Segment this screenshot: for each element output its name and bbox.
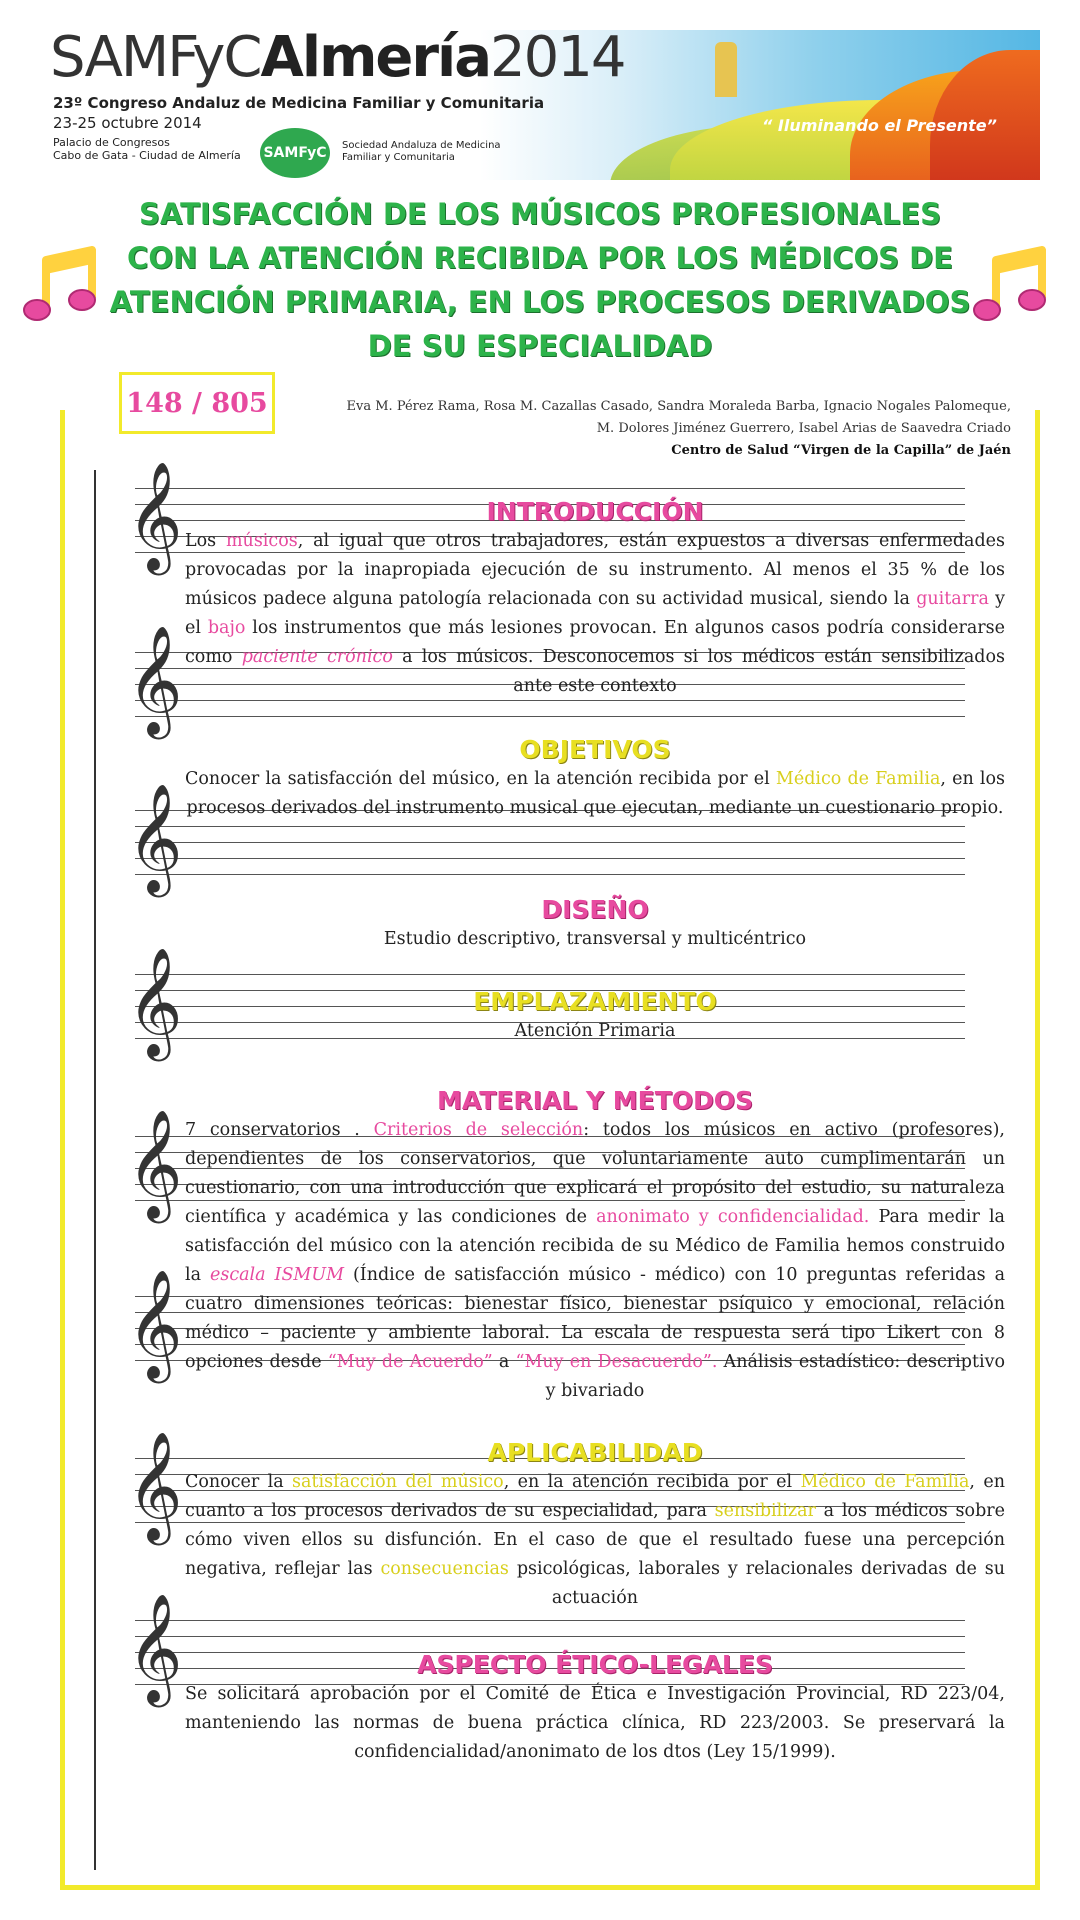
music-note-icon <box>22 246 98 328</box>
section-text: Se solicitará aprobación por el Comité de Ética e Investigación Provincial, RD 223/04, manteniendo las normas de buena práctica clínica, RD 223/2003. Se preservará la confidencialidad/anonimato de los dtos (Ley 15/1999). <box>185 1684 1005 1762</box>
treble-clef-icon: 𝄞 <box>127 462 183 571</box>
health-center: Centro de Salud “Virgen de la Capilla” de Jaén <box>671 443 1011 458</box>
section-text: 7 conservatorios . Criterios de selección: todos los músicos en activo (profesores), dependientes de los conservatorios, que voluntariamente auto cumplimentarán un cuestionario, con una introducción que explicará el propósito del estudio, su naturaleza científica y académica y las condiciones de anonimato y confidencialidad. Para medir la satisfacción del músico con la atención recibida de su Médico de Familia hemos construido la escala ISMUM (Índice de satisfacción músico - médico) con 10 preguntas referidas a cuatro dimensiones teóricas: bienestar físico, bienestar psíquico y emocional, relación médico – paciente y ambiente laboral. La escala de respuesta será tipo Likert con 8 opciones desde “Muy de Acuerdo” a “Muy en Desacuerdo”. Análisis estadístico: descriptivo y bivariado <box>185 1120 1006 1401</box>
treble-clef-icon: 𝄞 <box>127 1432 183 1541</box>
congress-logo: SAMFyCAlmería2014 <box>50 30 625 90</box>
congress-venue: Palacio de Congresos Cabo de Gata - Ciudad de Almería <box>53 136 241 162</box>
treble-clef-icon: 𝄞 <box>127 948 183 1057</box>
lighthouse-icon <box>715 42 737 97</box>
poster-code: 148 / 805 <box>119 372 275 434</box>
paper-margin-line <box>94 470 96 1870</box>
treble-clef-icon: 𝄞 <box>127 784 183 893</box>
section-heading: EMPLAZAMIENTO <box>473 987 717 1016</box>
section-heading: ASPECTO ÉTICO-LEGALES <box>417 1650 773 1679</box>
congress-dates: 23-25 octubre 2014 <box>53 114 202 132</box>
society-name: Sociedad Andaluza de Medicina Familiar y Comunitaria <box>342 140 501 163</box>
section-text: Los músicos, al igual que otros trabajadores, están expuestos a diversas enfermedades provocadas por la inapropiada ejecución de su instrumento. Al menos el 35 % de los músicos padece alguna patología relacionada con su actividad musical, siendo la guitarra y el bajo los instrumentos que más lesiones provocan. En algunos casos podría considerarse como paciente crónico a los músicos. Desconocemos si los médicos están sensibilizados ante este contexto <box>185 531 1005 696</box>
section-text: Estudio descriptivo, transversal y multicéntrico <box>383 929 807 949</box>
header-banner <box>50 30 1040 180</box>
section-heading: DISEÑO <box>541 895 649 924</box>
poster-title: SATISFACCIÓN DE LOS MÚSICOS PROFESIONALES CON LA ATENCIÓN RECIBIDA POR LOS MÉDICOS DE ATENCIÓN PRIMARIA, EN LOS PROCESOS DERIVADOS DE SU ESPECIALIDAD <box>109 197 971 363</box>
slogan: “ Iluminando el Presente” <box>762 116 997 135</box>
treble-clef-icon: 𝄞 <box>127 1270 183 1379</box>
society-logo: SAMFyC <box>260 128 330 178</box>
section-aplicabilidad <box>185 1438 1005 1613</box>
section-heading: INTRODUCCIÓN <box>486 497 704 526</box>
music-note-icon <box>972 246 1048 328</box>
treble-clef-icon: 𝄞 <box>127 1110 183 1219</box>
section-heading: APLICABILIDAD <box>487 1438 703 1467</box>
section-introduccion <box>185 497 1005 701</box>
section-material-metodos <box>185 1086 1005 1406</box>
section-text: Atención Primaria <box>514 1021 676 1041</box>
section-diseno <box>185 895 1005 953</box>
section-text: Conocer la satisfacción del músico, en la atención recibida por el Médico de Familia, en cuanto a los procesos derivados de su especialidad, para sensibilizar a los médicos sobre cómo viven ellos su disfunción. En el caso de que el resultado fuese una percepción negativa, reflejar las consecuencias psicológicas, laborales y relacionales derivadas de su actuación <box>185 1472 1005 1608</box>
section-aspecto-etico <box>185 1650 1005 1767</box>
section-text: Conocer la satisfacción del músico, en la atención recibida por el Médico de Familia, en los procesos derivados del instrumento musical que ejecutan, mediante un cuestionario propio. <box>185 769 1006 818</box>
section-objetivos <box>185 735 1005 823</box>
section-emplazamiento <box>185 987 1005 1045</box>
treble-clef-icon: 𝄞 <box>127 626 183 735</box>
treble-clef-icon: 𝄞 <box>127 1594 183 1703</box>
section-heading: OBJETIVOS <box>519 735 671 764</box>
congress-name: 23º Congreso Andaluz de Medicina Familiar y Comunitaria <box>53 94 545 112</box>
section-heading: MATERIAL Y MÉTODOS <box>436 1086 754 1115</box>
authors: Eva M. Pérez Rama, Rosa M. Cazallas Casado, Sandra Moraleda Barba, Ignacio Nogales Palomeque, M. Dolores Jiménez Guerrero, Isabel Arias de Saavedra Criado Centro de Salud “Virgen de la Capilla” de Jaén <box>300 396 1011 462</box>
